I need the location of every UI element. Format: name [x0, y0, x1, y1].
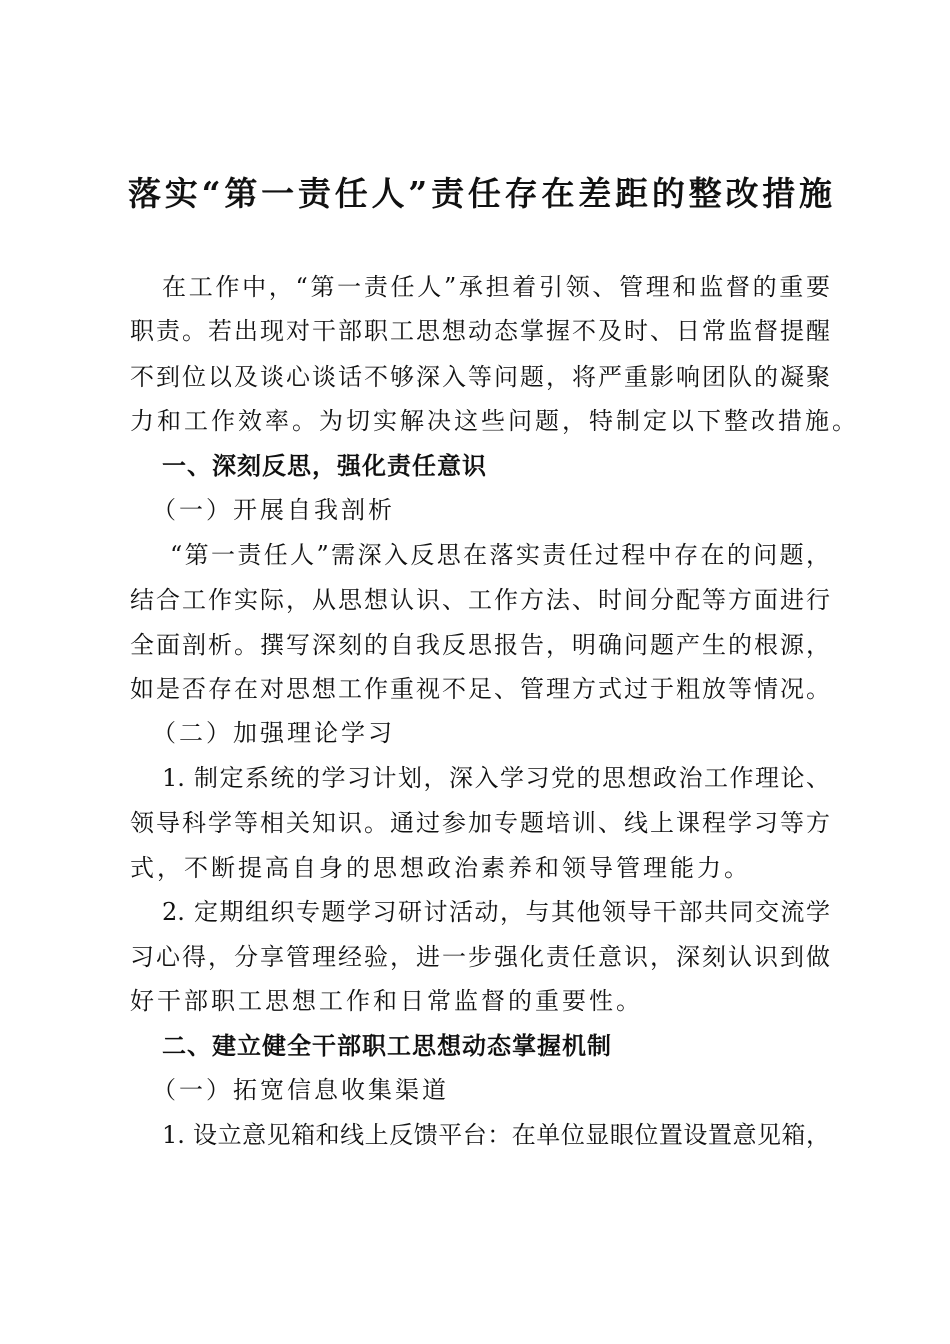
- paragraph-line: （二）加强理论学习: [152, 719, 395, 747]
- paragraph-line: 如是否存在对思想工作重视不足、管理方式过于粗放等情况。: [130, 675, 830, 703]
- paragraph-line: “第一责任人”需深入反思在落实责任过程中存在的问题，: [170, 541, 830, 569]
- paragraph-line: 职责。若出现对干部职工思想动态掌握不及时、日常监督提醒: [130, 317, 830, 345]
- paragraph-line: 好干部职工思想工作和日常监督的重要性。: [130, 987, 643, 1015]
- paragraph-line: 结合工作实际，从思想认识、工作方法、时间分配等方面进行: [130, 586, 830, 614]
- paragraph-line: 力和工作效率。为切实解决这些问题，特制定以下整改措施。: [130, 407, 859, 435]
- paragraph-line: （一）拓宽信息收集渠道: [152, 1076, 449, 1104]
- paragraph-line: 2. 定期组织专题学习研讨活动，与其他领导干部共同交流学: [162, 898, 830, 926]
- paragraph-line: 习心得，分享管理经验，进一步强化责任意识，深刻认识到做: [130, 943, 830, 971]
- section-heading: 二、建立健全干部职工思想动态掌握机制: [162, 1032, 612, 1060]
- document-title: 落实“第一责任人”责任存在差距的整改措施: [128, 174, 832, 213]
- paragraph-line: 1. 设立意见箱和线上反馈平台：在单位显眼位置设置意见箱，: [162, 1121, 830, 1149]
- paragraph-line: 全面剖析。撰写深刻的自我反思报告，明确问题产生的根源，: [130, 631, 830, 659]
- paragraph-line: 不到位以及谈心谈话不够深入等问题，将严重影响团队的凝聚: [130, 363, 830, 391]
- section-heading: 一、深刻反思，强化责任意识: [162, 452, 487, 480]
- paragraph-line: 在工作中，“第一责任人”承担着引领、管理和监督的重要: [162, 273, 830, 301]
- paragraph-line: 式，不断提高自身的思想政治素养和领导管理能力。: [130, 854, 751, 882]
- paragraph-line: 领导科学等相关知识。通过参加专题培训、线上课程学习等方: [130, 809, 830, 837]
- paragraph-line: 1. 制定系统的学习计划，深入学习党的思想政治工作理论、: [162, 764, 830, 792]
- paragraph-line: （一）开展自我剖析: [152, 496, 395, 524]
